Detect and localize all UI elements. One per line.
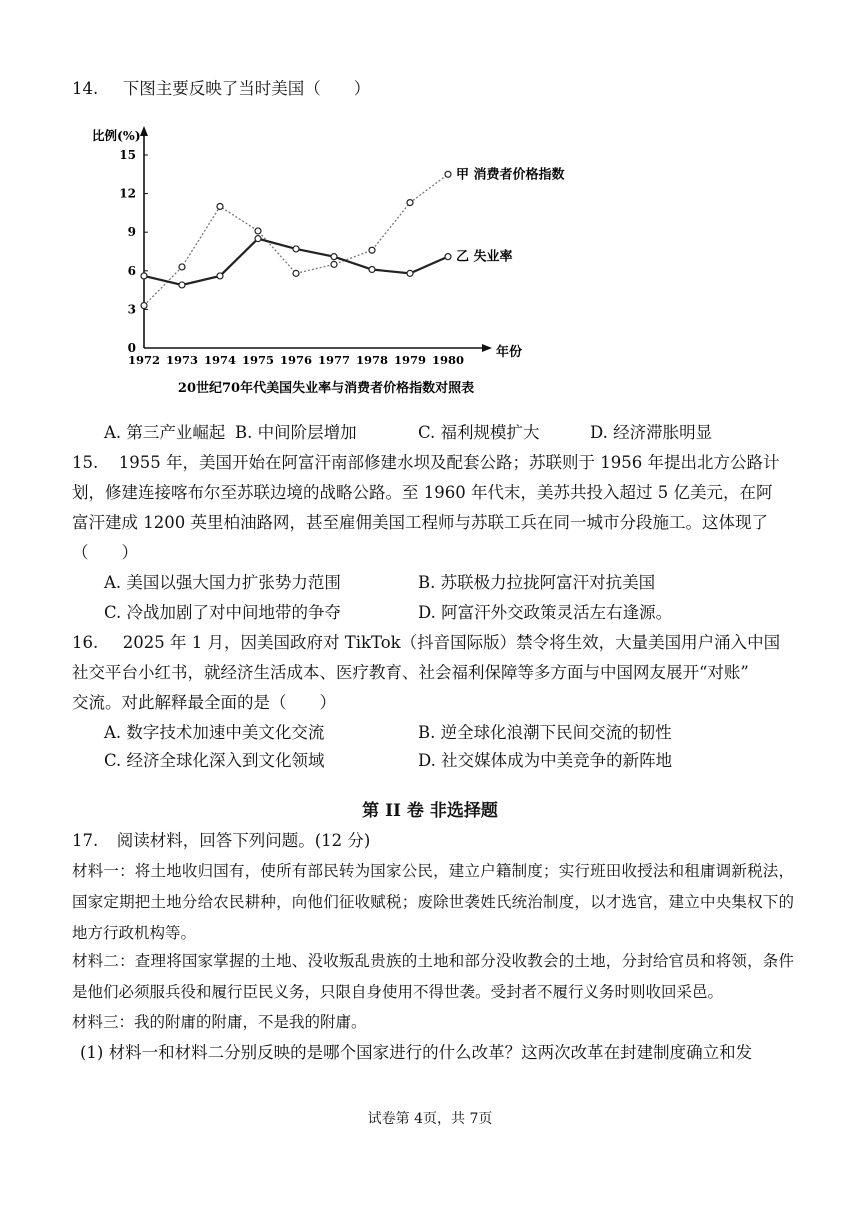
data-point-cpi [179,264,185,270]
data-point-cpi [445,171,451,177]
data-point-unemployment [331,254,337,260]
data-point-cpi [331,261,337,267]
q16-option-b[interactable]: B. 逆全球化浪潮下民间交流的韧性 [418,723,672,742]
x-tick-label: 1977 [317,353,351,367]
line-chart [92,118,620,408]
x-tick-label: 1972 [127,353,161,367]
q15-option-c[interactable]: C. 冷战加剧了对中间地带的争夺 [104,603,342,622]
data-point-cpi [293,270,299,276]
x-tick-label: 1974 [203,353,237,367]
q17-sub-question-1: (1) 材料一和材料二分别反映的是哪个国家进行的什么改革？这两次改革在封建制度确立和发 [80,1043,753,1062]
y-tick-label: 6 [127,263,136,278]
q14-option-d[interactable]: D. 经济滞胀明显 [590,423,713,442]
q17-stem-line [72,826,370,856]
x-tick-label: 1973 [165,353,199,367]
data-point-cpi [407,200,413,206]
data-point-unemployment [445,254,451,260]
data-point-unemployment [179,282,185,288]
data-point-unemployment [217,273,223,279]
q17-stem: 阅读材料，回答下列问题。(12 分) [116,831,371,850]
q17-number: 17. [72,831,99,850]
y-axis-label: 比例(%) [92,128,141,143]
data-point-unemployment [369,267,375,273]
q16-line-1: 16. 2025 年 1 月，因美国政府对 TikTok（抖音国际版）禁令将生效，大量美国用户涌入中国 [72,633,781,652]
x-tick-label: 1976 [279,353,313,367]
q15-line-2: 划，修建连接喀布尔至苏联边境的战略公路。至 1960 年代末，美苏共投入超过 5 亿美元，在阿 [72,483,773,502]
q16-option-d[interactable]: D. 社交媒体成为中美竞争的新阵地 [418,751,673,770]
y-tick-label: 15 [119,148,136,162]
data-point-cpi [217,203,223,209]
q15-option-d[interactable]: D. 阿富汗外交政策灵活左右逢源。 [418,603,673,622]
x-tick-label: 1975 [241,353,275,367]
x-axis-arrow [482,344,492,352]
q15-option-a[interactable]: A. 美国以强大国力扩张势力范围 [104,573,341,592]
material-1: 材料一：将土地收归国有，使所有部民转为国家公民，建立户籍制度；实行班田收授法和租庸调新税法，国家定期把土地分给农民耕种，向他们征收赋税；废除世袭姓氏统治制度，以才选官，建立中央集权下的地方行政机构等。 [72,862,794,942]
data-point-unemployment [407,270,413,276]
data-point-cpi [255,228,261,234]
q14-option-b[interactable]: B. 中间阶层增加 [235,423,357,442]
series-label-cpi: 甲 消费者价格指数 [456,167,565,183]
chart-title: 20世纪70年代美国失业率与消费者价格指数对照表 [177,381,475,396]
x-tick-label: 1978 [355,353,389,367]
y-tick-label: 12 [119,186,136,201]
y-tick-label: 9 [127,225,136,240]
q16-line-3: 交流。对此解释最全面的是（ ） [72,693,336,712]
q16-line-2: 社交平台小红书，就经济生活成本、医疗教育、社会福利保障等多方面与中国网友展开“对账” [72,663,749,682]
q14-option-a[interactable]: A. 第三产业崛起 [104,423,226,442]
q14-stem-line [72,74,370,104]
q16-number: 16. [72,633,99,652]
q15-line-3: 富汗建成 1200 英里柏油路网，甚至雇佣美国工程师与苏联工兵在同一城市分段施工。这体现了 [72,513,768,532]
q15-line-1: 15. 1955 年，美国开始在阿富汗南部修建水坝及配套公路；苏联则于 1956 年提出北方公路计 [72,453,780,472]
series-line-cpi [144,174,448,305]
data-point-cpi [369,247,375,253]
q16-option-a[interactable]: A. 数字技术加速中美文化交流 [104,723,325,742]
x-tick-label: 1980 [431,353,465,367]
q15-number: 15. [72,453,99,472]
x-tick-label: 1979 [393,353,427,367]
data-point-unemployment [141,273,147,279]
q14-stem: 下图主要反映了当时美国（ ） [122,79,371,98]
material-3: 材料三：我的附庸的附庸，不是我的附庸。 [72,1013,367,1031]
y-axis-arrow [140,126,148,136]
q16-option-c[interactable]: C. 经济全球化深入到文化领域 [104,751,325,770]
q14-option-c[interactable]: C. 福利规模扩大 [418,423,540,442]
y-tick-label: 0 [127,341,136,355]
q14-number: 14. [72,79,99,98]
q15-line-4: （ ） [72,543,138,562]
material-2: 材料二：查理将国家掌握的土地、没收叛乱贵族的土地和部分没收教会的土地，分封给官员和将领，条件是他们必须服兵役和履行臣民义务，只限自身使用不得世袭。受封者不履行义务时则收回采邑。 [72,952,794,1001]
data-point-cpi [141,303,147,309]
series-label-unemployment: 乙 失业率 [456,249,513,265]
data-point-unemployment [293,246,299,252]
section-title: 第 II 卷 非选择题 [362,801,498,821]
data-point-unemployment [255,236,261,242]
y-tick-label: 3 [127,302,136,317]
q15-option-b[interactable]: B. 苏联极力拉拢阿富汗对抗美国 [418,573,656,592]
page-footer: 试卷第 4页，共 7页 [367,1111,493,1127]
x-axis-label: 年份 [496,345,523,360]
